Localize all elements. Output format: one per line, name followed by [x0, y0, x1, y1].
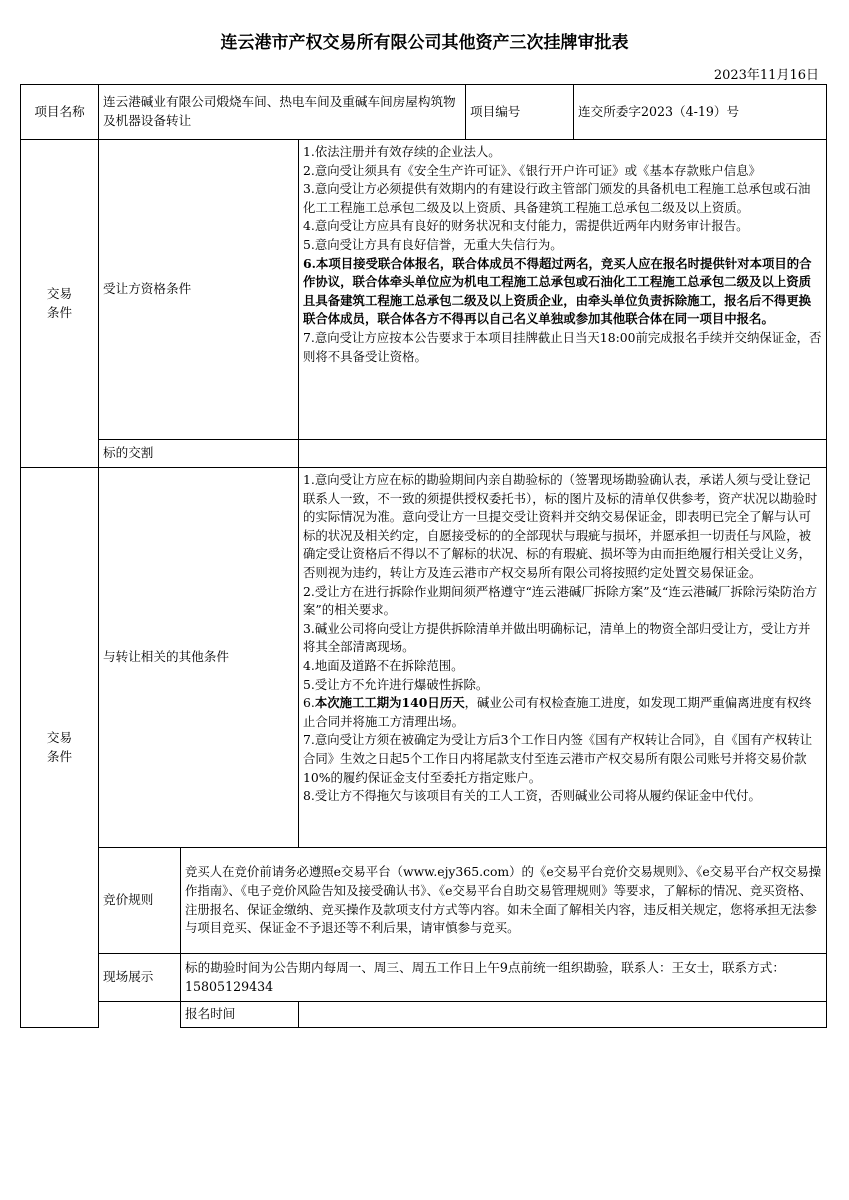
qualification-content	[299, 140, 827, 440]
bidding-label: 竞价规则	[99, 848, 181, 954]
qualification-item: 2.意向受让须具有《安全生产许可证》、《银行开户许可证》或《基本存款账户信息》	[303, 162, 761, 178]
project-number-label: 项目编号	[466, 85, 574, 140]
qualification-item-bold	[303, 255, 822, 329]
qualification-label: 受让方资格条件	[99, 140, 299, 440]
qualification-item-bold-text: 6.本项目接受联合体报名，联合体成员不得超过两名，竞买人应在报名时提供针对本项目的合作协议，联合体牵头单位应为机电工程施工总承包或石油化工工程施工总承包二级及以上资质且具备建筑工程施工总承包二级及以上资质企业，由牵头单位负责拆除施工，报名后不得更换联合体成员，联合体各方不得再以自己名义单独或参加其他联合体在同一项目中报名。	[303, 255, 812, 327]
page-title: 连云港市产权交易所有限公司其他资产三次挂牌审批表	[220, 33, 629, 53]
site-label: 现场展示	[99, 954, 181, 1002]
site-value: 标的勘验时间为公告期内每周一、周三、周五工作日上午9点前统一组织勘验，联系人：王女士，联系方式：15805129434	[181, 954, 827, 1002]
bidding-value: 竞买人在竞价前请务必遵照e交易平台（www.ejy365.com）的《e交易平台竞价交易规则》、《e交易平台产权交易操作指南》、《电子竞价风险告知及接受确认书》、《e交易平台自助交易管理规则》等要求，了解标的情况、竞买资格、注册报名、保证金缴纳、竞买操作及款项支付方式等内容。如未全面了解相关内容，违反相关规定，您将承担无法参与项目竞买、保证金不予退还等不利后果，请审慎参与竞买。	[181, 848, 827, 954]
project-number-value: 连交所委字2023（4-19）号	[574, 85, 827, 140]
item6-bold-text: 本次施工工期为140日历天	[314, 695, 465, 711]
qualification-row	[21, 140, 827, 440]
subject-value	[299, 440, 827, 468]
section2-label-text: 交易 条件	[46, 729, 73, 764]
other-item: 5.受让方不允许进行爆破性拆除。	[303, 676, 489, 692]
project-row	[21, 85, 827, 140]
other-item: 8.受让方不得拖欠与该项目有关的工人工资，否则碱业公司将从履约保证金中代付。	[303, 788, 761, 804]
section1-label	[21, 140, 99, 468]
subject-label: 标的交割	[99, 440, 299, 468]
section1-label-text: 交易 条件	[46, 285, 73, 320]
subject-row	[21, 440, 827, 468]
qualification-item: 1.依法注册并有效存续的企业法人。	[303, 144, 501, 159]
other-item: 2.受让方在进行拆除作业期间须严格遵守“连云港碱厂拆除方案”及“连云港碱厂拆除污染防治方案”的相关要求。	[303, 583, 818, 618]
other-conditions-content	[299, 468, 827, 848]
other-item: 1.意向受让方应在标的勘验期间内亲自勘验标的（签署现场勘验确认表，承诺人须与受让登记联系人一致，不一致的须提供授权委托书），标的图片及标的清单仅供参考，资产状况以勘验时的实际情况为准。意向受让方一旦提交受让资料并交纳交易保证金，即表明已完全了解与认可标的状况及相关约定，自愿接受标的的全部现状与瑕疵与损坏，并愿承担一切责任与风险，被确定受让资格后不得以不了解标的状况、标的有瑕疵、损坏等为由而拒绝履行相关受让义务，否则视为违约，转让方及连云港市产权交易所有限公司将按照约定处置交易保证金。	[303, 472, 818, 580]
site-row	[21, 954, 827, 1002]
other-item-6: 6.本次施工工期为140日历天，碱业公司有权检查施工进度，如发现工期严重偏离进度有权终止合同并将施工方清理出场。	[303, 695, 812, 729]
other-conditions-label: 与转让相关的其他条件	[99, 468, 299, 848]
qualification-item: 4.意向受让方应具有良好的财务状况和支付能力，需提供近两年内财务审计报告。	[303, 218, 749, 234]
register-value	[299, 1002, 827, 1028]
section2-label	[21, 468, 99, 1028]
other-item: 7.意向受让方须在被确定为受让方后3个工作日内签《国有产权转让合同》，自《国有产权转让合同》生效之日起5个工作日内将尾款支付至连云港市产权交易所有限公司账号并将交易价款10%的履约保证金支付至委托方指定账户。	[303, 732, 813, 785]
other-item: 4.地面及道路不在拆除范围。	[303, 657, 464, 673]
approval-table	[20, 84, 827, 1028]
qualification-item: 7.意向受让方应按本公告要求于本项目挂牌截止日当天18:00前完成报名手续并交纳保证金，否则将不具备受让资格。	[303, 329, 822, 364]
document-date: 2023年11月16日	[713, 68, 819, 83]
register-blank	[99, 1002, 181, 1028]
other-conditions-row	[21, 468, 827, 848]
qualification-item: 5.意向受让方具有良好信誉，无重大失信行为。	[303, 236, 563, 252]
register-row	[21, 1002, 827, 1028]
register-label: 报名时间	[181, 1002, 299, 1028]
project-name-value: 连云港碱业有限公司煅烧车间、热电车间及重碱车间房屋构筑物及机器设备转让	[99, 85, 466, 140]
bidding-row	[21, 848, 827, 954]
project-name-label: 项目名称	[21, 85, 99, 140]
other-item: 3.碱业公司将向受让方提供拆除清单并做出明确标记，清单上的物资全部归受让方，受让方并将其全部清离现场。	[303, 620, 811, 655]
qualification-item: 3.意向受让方必须提供有效期内的有建设行政主管部门颁发的具备机电工程施工总承包或石油化工工程施工总承包二级及以上资质、具备建筑工程施工总承包二级及以上资质。	[303, 181, 811, 215]
